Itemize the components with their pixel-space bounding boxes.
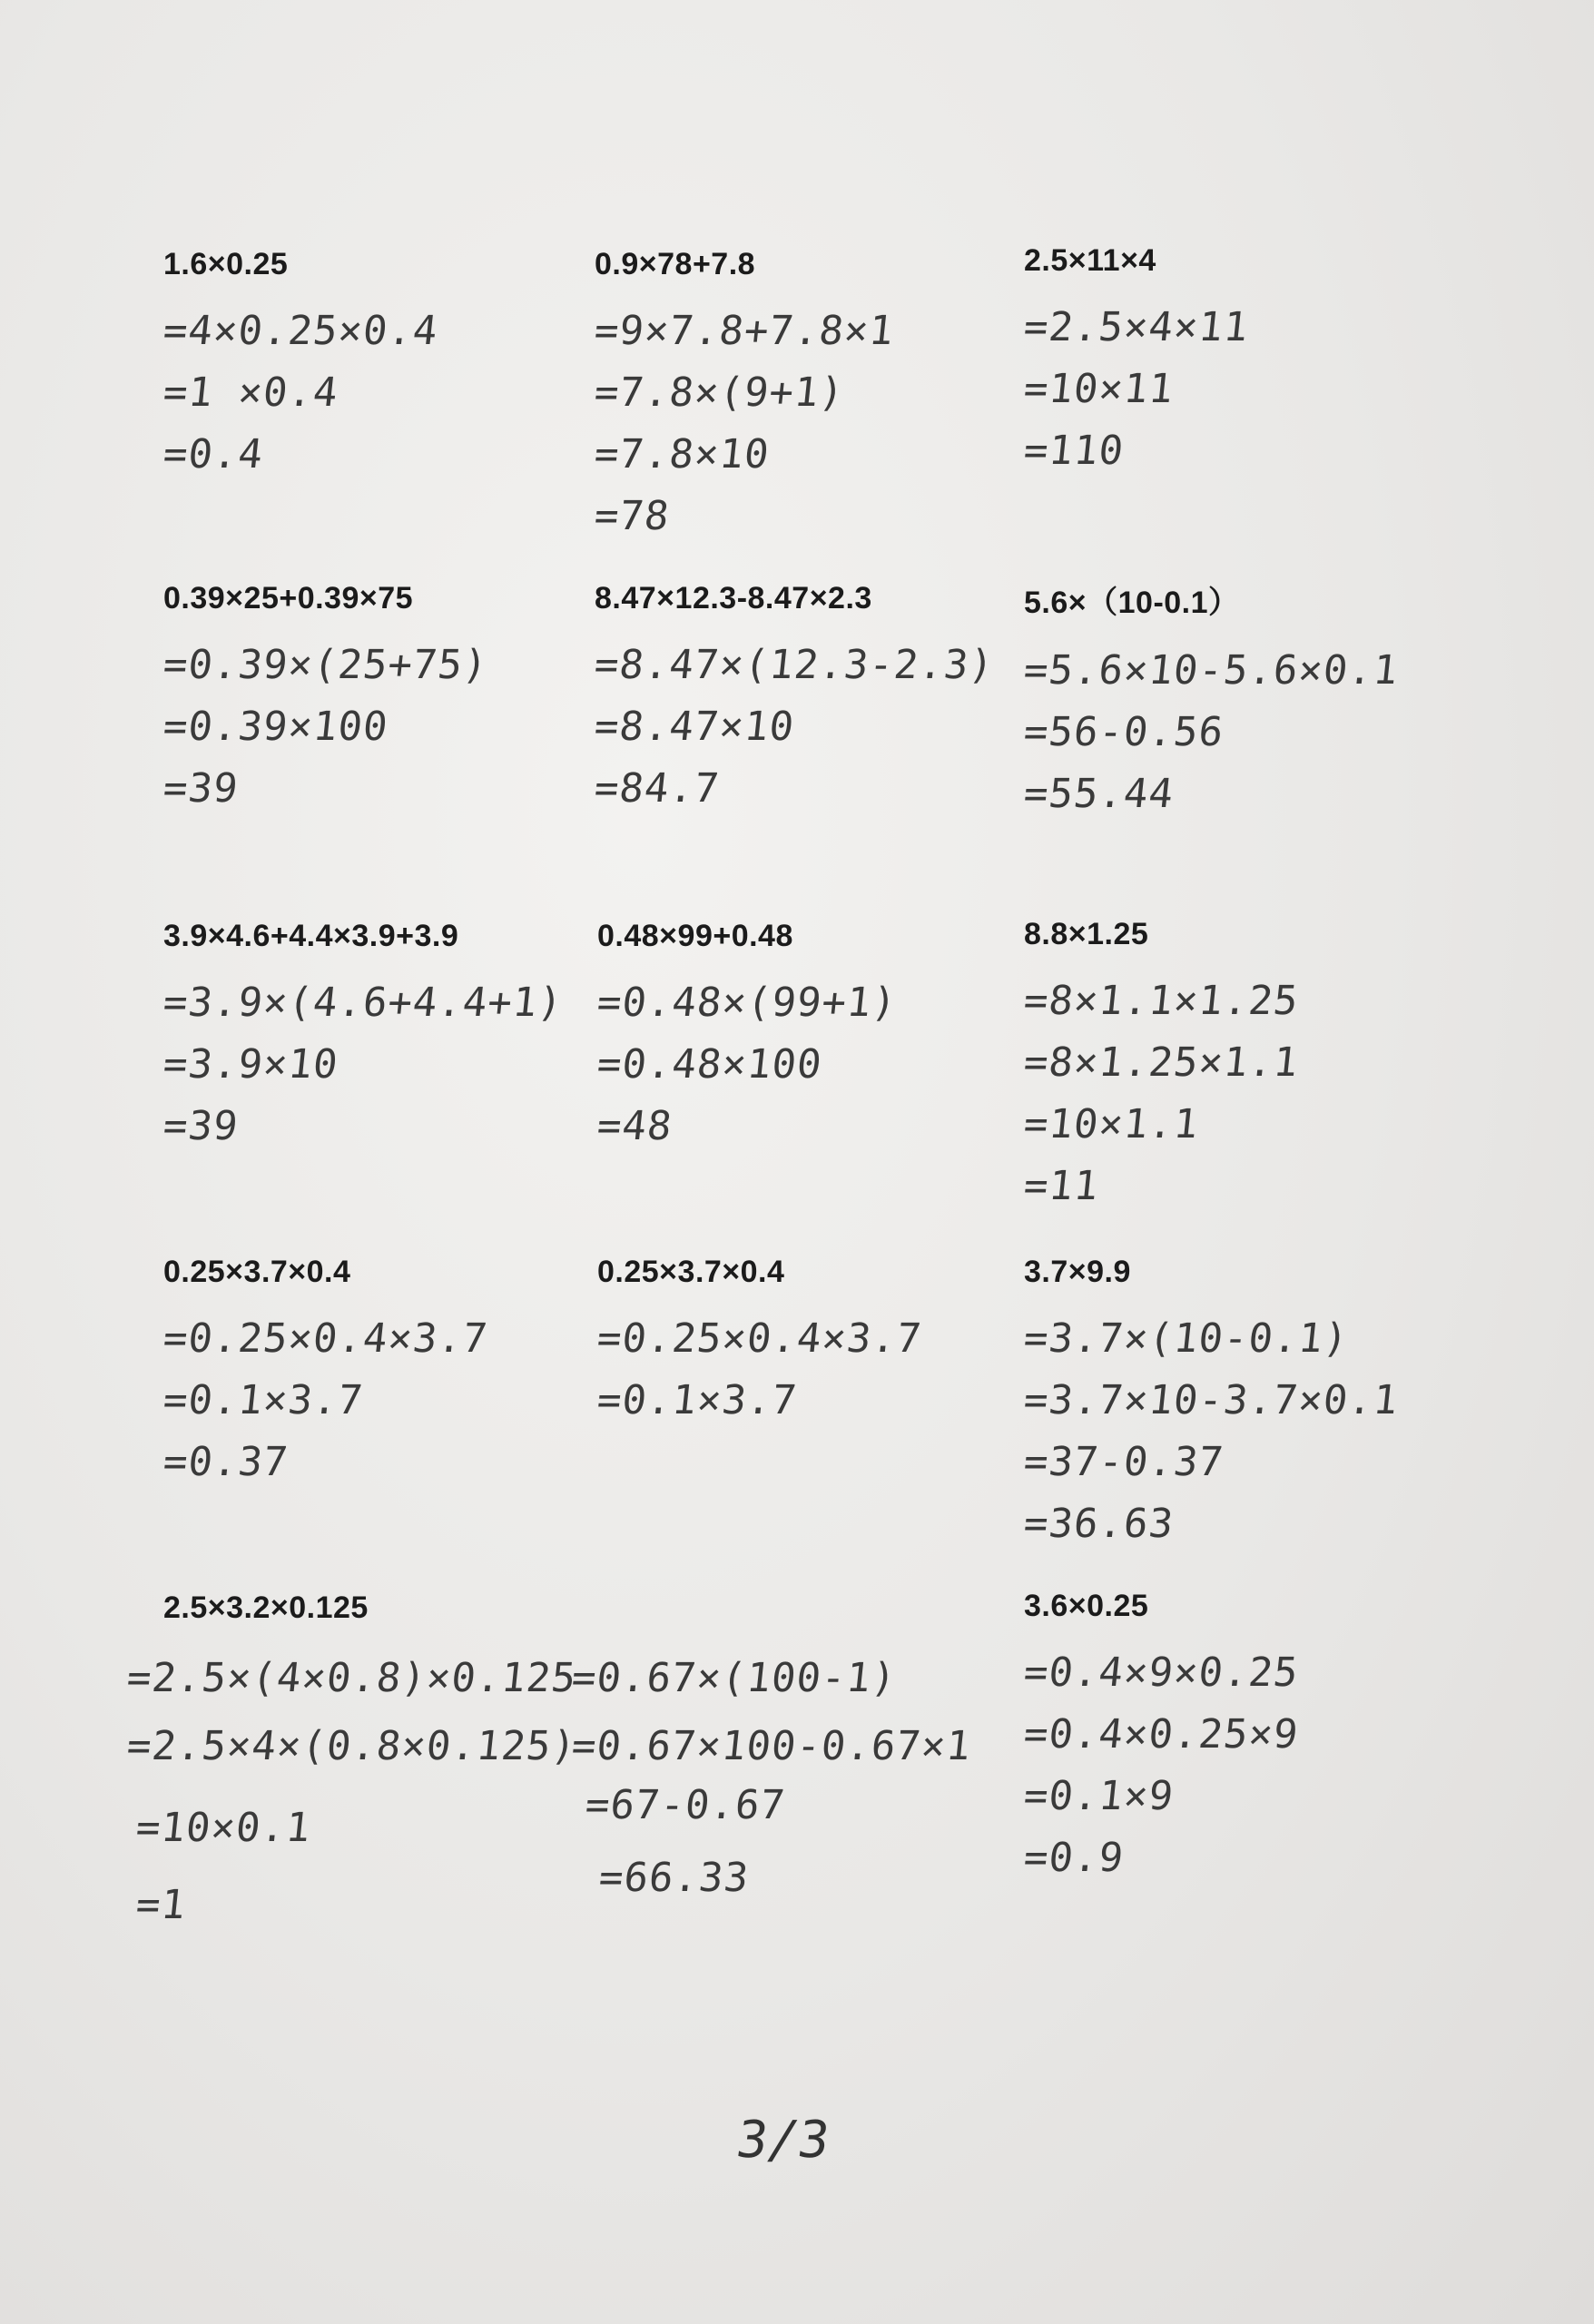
work-line: =48	[595, 1103, 675, 1149]
work-line: =8.47×(12.3-2.3)	[592, 642, 997, 688]
work-line: =0.4	[161, 431, 266, 478]
problem-prompt: 0.48×99+0.48	[597, 919, 793, 953]
work-line: =7.8×(9+1)	[592, 369, 847, 416]
work-line: =3.7×10-3.7×0.1	[1021, 1377, 1402, 1423]
work-line: =0.25×0.4×3.7	[161, 1315, 491, 1362]
handwritten-work	[1021, 1308, 1496, 1555]
handwritten-work	[592, 300, 1067, 547]
work-line: =0.9	[1021, 1835, 1127, 1881]
problem-prompt: 0.25×3.7×0.4	[597, 1255, 785, 1289]
work-line: =0.37	[161, 1439, 291, 1485]
work-line: =10×11	[1021, 366, 1176, 412]
page-number: 3/3	[733, 2111, 833, 2170]
handwritten-work	[1021, 640, 1496, 825]
work-line: =0.4×9×0.25	[1021, 1649, 1302, 1696]
handwritten-work	[597, 972, 1069, 1157]
problem-prompt: 0.39×25+0.39×75	[163, 581, 414, 615]
work-line: =0.48×(99+1)	[595, 980, 900, 1026]
problem-9	[1021, 917, 1496, 1217]
work-line: =5.6×10-5.6×0.1	[1021, 647, 1402, 694]
handwritten-work	[163, 1308, 635, 1493]
work-line: =39	[161, 1103, 241, 1149]
work-line: =9×7.8+7.8×1	[592, 308, 897, 354]
work-line: =110	[1021, 428, 1127, 474]
handwritten-work	[163, 635, 635, 820]
work-line: =3.9×10	[161, 1041, 341, 1088]
problem-4	[163, 581, 635, 820]
work-line: =0.39×100	[161, 704, 391, 750]
handwritten-work	[1021, 1642, 1496, 1889]
problem-12	[1021, 1255, 1496, 1555]
work-line: =0.48×100	[595, 1041, 825, 1088]
problem-7	[163, 919, 635, 1157]
handwritten-work	[163, 300, 635, 486]
work-line: =1	[133, 1882, 189, 1928]
work-line: =8×1.1×1.25	[1021, 978, 1302, 1024]
work-line: =0.1×3.7	[595, 1377, 800, 1423]
problem-prompt: 8.47×12.3-8.47×2.3	[595, 581, 872, 615]
work-line: =0.25×0.4×3.7	[595, 1315, 925, 1362]
handwritten-work	[597, 1308, 1069, 1432]
work-line: =39	[161, 765, 241, 812]
problem-prompt: 0.25×3.7×0.4	[163, 1255, 351, 1289]
problem-2	[592, 247, 1067, 547]
work-line: =66.33	[596, 1855, 752, 1901]
handwritten-work	[163, 972, 635, 1157]
problem-prompt: 3.6×0.25	[1024, 1589, 1149, 1623]
problem-prompt: 2.5×11×4	[1024, 243, 1156, 278]
work-line: =0.1×9	[1021, 1773, 1176, 1819]
work-line: =3.7×(10-0.1)	[1021, 1315, 1352, 1362]
problem-prompt: 3.9×4.6+4.4×3.9+3.9	[163, 919, 459, 953]
problem-1	[163, 247, 635, 486]
problem-6	[1021, 577, 1496, 825]
problem-5	[592, 581, 1067, 820]
problem-prompt: 1.6×0.25	[163, 247, 289, 281]
work-line: =37-0.37	[1021, 1439, 1226, 1485]
work-line: =67-0.67	[583, 1782, 788, 1828]
work-line: =2.5×4×(0.8×0.125)	[124, 1723, 579, 1769]
work-line: =10×1.1	[1021, 1101, 1202, 1147]
work-line: =0.67×(100-1)	[569, 1655, 900, 1701]
problem-prompt: 0.9×78+7.8	[595, 247, 756, 281]
work-line: =10×0.1	[133, 1805, 314, 1851]
work-line: =0.4×0.25×9	[1021, 1711, 1302, 1758]
handwritten-work	[1021, 970, 1496, 1217]
work-line: =84.7	[592, 765, 723, 812]
problem-prompt: 3.7×9.9	[1024, 1255, 1131, 1289]
work-line: =11	[1021, 1163, 1102, 1209]
handwritten-work	[592, 635, 1067, 820]
problem-8	[597, 919, 1069, 1157]
problem-prompt: 5.6×（10-0.1）	[1024, 586, 1240, 620]
work-line: =56-0.56	[1021, 709, 1226, 755]
problem-15	[1021, 1589, 1496, 1889]
problem-prompt: 8.8×1.25	[1024, 917, 1149, 951]
work-line: =0.1×3.7	[161, 1377, 366, 1423]
work-line: =36.63	[1021, 1501, 1176, 1547]
work-line: =0.39×(25+75)	[161, 642, 491, 688]
work-line: =4×0.25×0.4	[161, 308, 441, 354]
problem-prompt: 2.5×3.2×0.125	[163, 1590, 369, 1625]
problem-13	[163, 1590, 635, 1626]
handwritten-work	[1021, 297, 1496, 482]
work-line: =0.67×100-0.67×1	[569, 1723, 974, 1769]
work-line: =55.44	[1021, 771, 1176, 817]
problem-3	[1021, 243, 1496, 482]
problem-11	[597, 1255, 1069, 1432]
work-line: =1 ×0.4	[161, 369, 341, 416]
problem-10	[163, 1255, 635, 1493]
work-line: =2.5×4×11	[1021, 304, 1252, 350]
work-line: =8×1.25×1.1	[1021, 1039, 1302, 1086]
work-line: =8.47×10	[592, 704, 797, 750]
work-line: =2.5×(4×0.8)×0.125	[124, 1655, 579, 1701]
work-line: =7.8×10	[592, 431, 772, 478]
work-line: =3.9×(4.6+4.4+1)	[161, 980, 566, 1026]
work-line: =78	[592, 493, 673, 539]
